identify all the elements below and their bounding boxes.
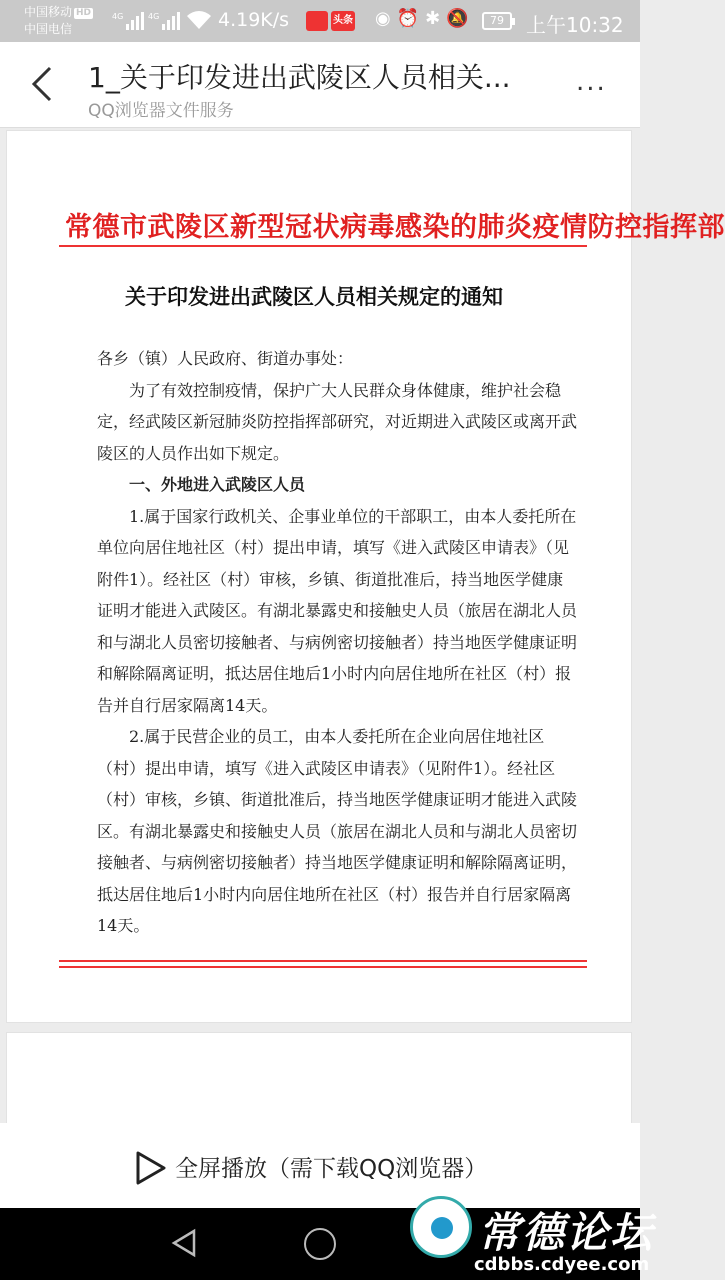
- play-icon[interactable]: [132, 1150, 168, 1186]
- more-icon: ...: [576, 67, 607, 97]
- net1-label: 4G: [112, 12, 124, 21]
- more-menu-button[interactable]: [576, 67, 624, 97]
- nav-back-icon[interactable]: [170, 1228, 200, 1258]
- footer-red-line-2: [59, 966, 587, 968]
- document-page: [6, 130, 725, 1023]
- addressee-line: 各乡（镇）人民政府、街道办事处：: [97, 349, 354, 368]
- system-icons: [375, 8, 475, 29]
- item-paragraph-2: 2.属于民营企业的员工，由本人委托所在企业向居住地社区（村）提出申请，填写《进入武陵区申请表》（见附件1）。经社区（村）审核，乡镇、街道批准后，持当地医学健康证明才能进入武陵区。有湖北暴露史和接触史人员（旅居在湖北人员和与湖北人员密切接触者、与病例密切接触者）持当地医学健康证明和解除隔离证明，抵达居住地后1小时内向居住地所在社区（村）报告并自行居家隔离14天。: [97, 727, 578, 935]
- back-arrow-icon[interactable]: [24, 64, 64, 104]
- intro-paragraph: 为了有效控制疫情，保护广大人民群众身体健康，维护社会稳定，经武陵区新冠肺炎防控指挥部研究，对近期进入武陵区或离开武陵区的人员作出如下规定。: [97, 380, 578, 463]
- watermark-logo: [410, 1196, 472, 1258]
- page-title: 1_关于印发进出武陵区人员相关...: [88, 61, 511, 94]
- document-viewer[interactable]: [0, 128, 725, 1123]
- app-header: [0, 42, 640, 128]
- signal-icon: [112, 10, 146, 30]
- header-red-line: [59, 245, 587, 247]
- fullscreen-play-label[interactable]: 全屏播放（需下载QQ浏览器）: [175, 1156, 488, 1182]
- network-speed: 4.19K/s: [218, 9, 290, 31]
- alarm-icon: ⏰: [396, 8, 426, 29]
- document-body: [97, 343, 577, 942]
- carrier2-label: 中国电信: [24, 22, 73, 36]
- carrier1-label: 中国移动: [24, 5, 73, 19]
- mute-icon: 🔕: [446, 8, 475, 29]
- item-paragraph-1: 1.属于国家行政机关、企事业单位的干部职工，由本人委托所在单位向居住地社区（村）提出申请，填写《进入武陵区申请表》（见附件1）。经社区（村）审核，乡镇、街道批准后，持当地医学健康证明才能进入武陵区。有湖北暴露史和接触史人员（旅居在湖北人员和与湖北人员密切接触者、与病例密切接触者）持当地医学健康证明和解除隔离证明，抵达居住地后1小时内向居住地所在社区（村）报告并自行居家隔离14天。: [97, 506, 578, 715]
- eye-icon: ◉: [375, 8, 397, 29]
- hd-badge: HD: [76, 8, 92, 18]
- app-notification-icon: [306, 11, 328, 31]
- nav-home-icon[interactable]: [304, 1228, 336, 1260]
- organization-header: 常德市武陵区新型冠状病毒感染的肺炎疫情防控指挥部: [65, 212, 725, 243]
- status-bar: [0, 0, 640, 42]
- document-title: 关于印发进出武陵区人员相关规定的通知: [125, 284, 503, 309]
- watermark-name: 常德论坛: [478, 1208, 655, 1257]
- carrier-info: [24, 4, 93, 38]
- footer-red-line-1: [59, 960, 587, 962]
- page-subtitle: QQ浏览器文件服务: [88, 101, 234, 121]
- watermark-url: cdbbs.cdyee.com: [474, 1254, 650, 1275]
- battery-icon: 79: [482, 12, 512, 30]
- bluetooth-icon: ✱: [425, 8, 447, 29]
- clock: 上午10:32: [526, 13, 624, 37]
- fullscreen-play-bar[interactable]: [0, 1123, 640, 1208]
- net2-label: 4G: [148, 12, 160, 21]
- wifi-icon: [186, 10, 212, 30]
- toutiao-notification-icon: 头条: [331, 11, 355, 31]
- section-heading: 一、外地进入武陵区人员: [129, 475, 306, 494]
- signal-icon-2: [148, 10, 182, 30]
